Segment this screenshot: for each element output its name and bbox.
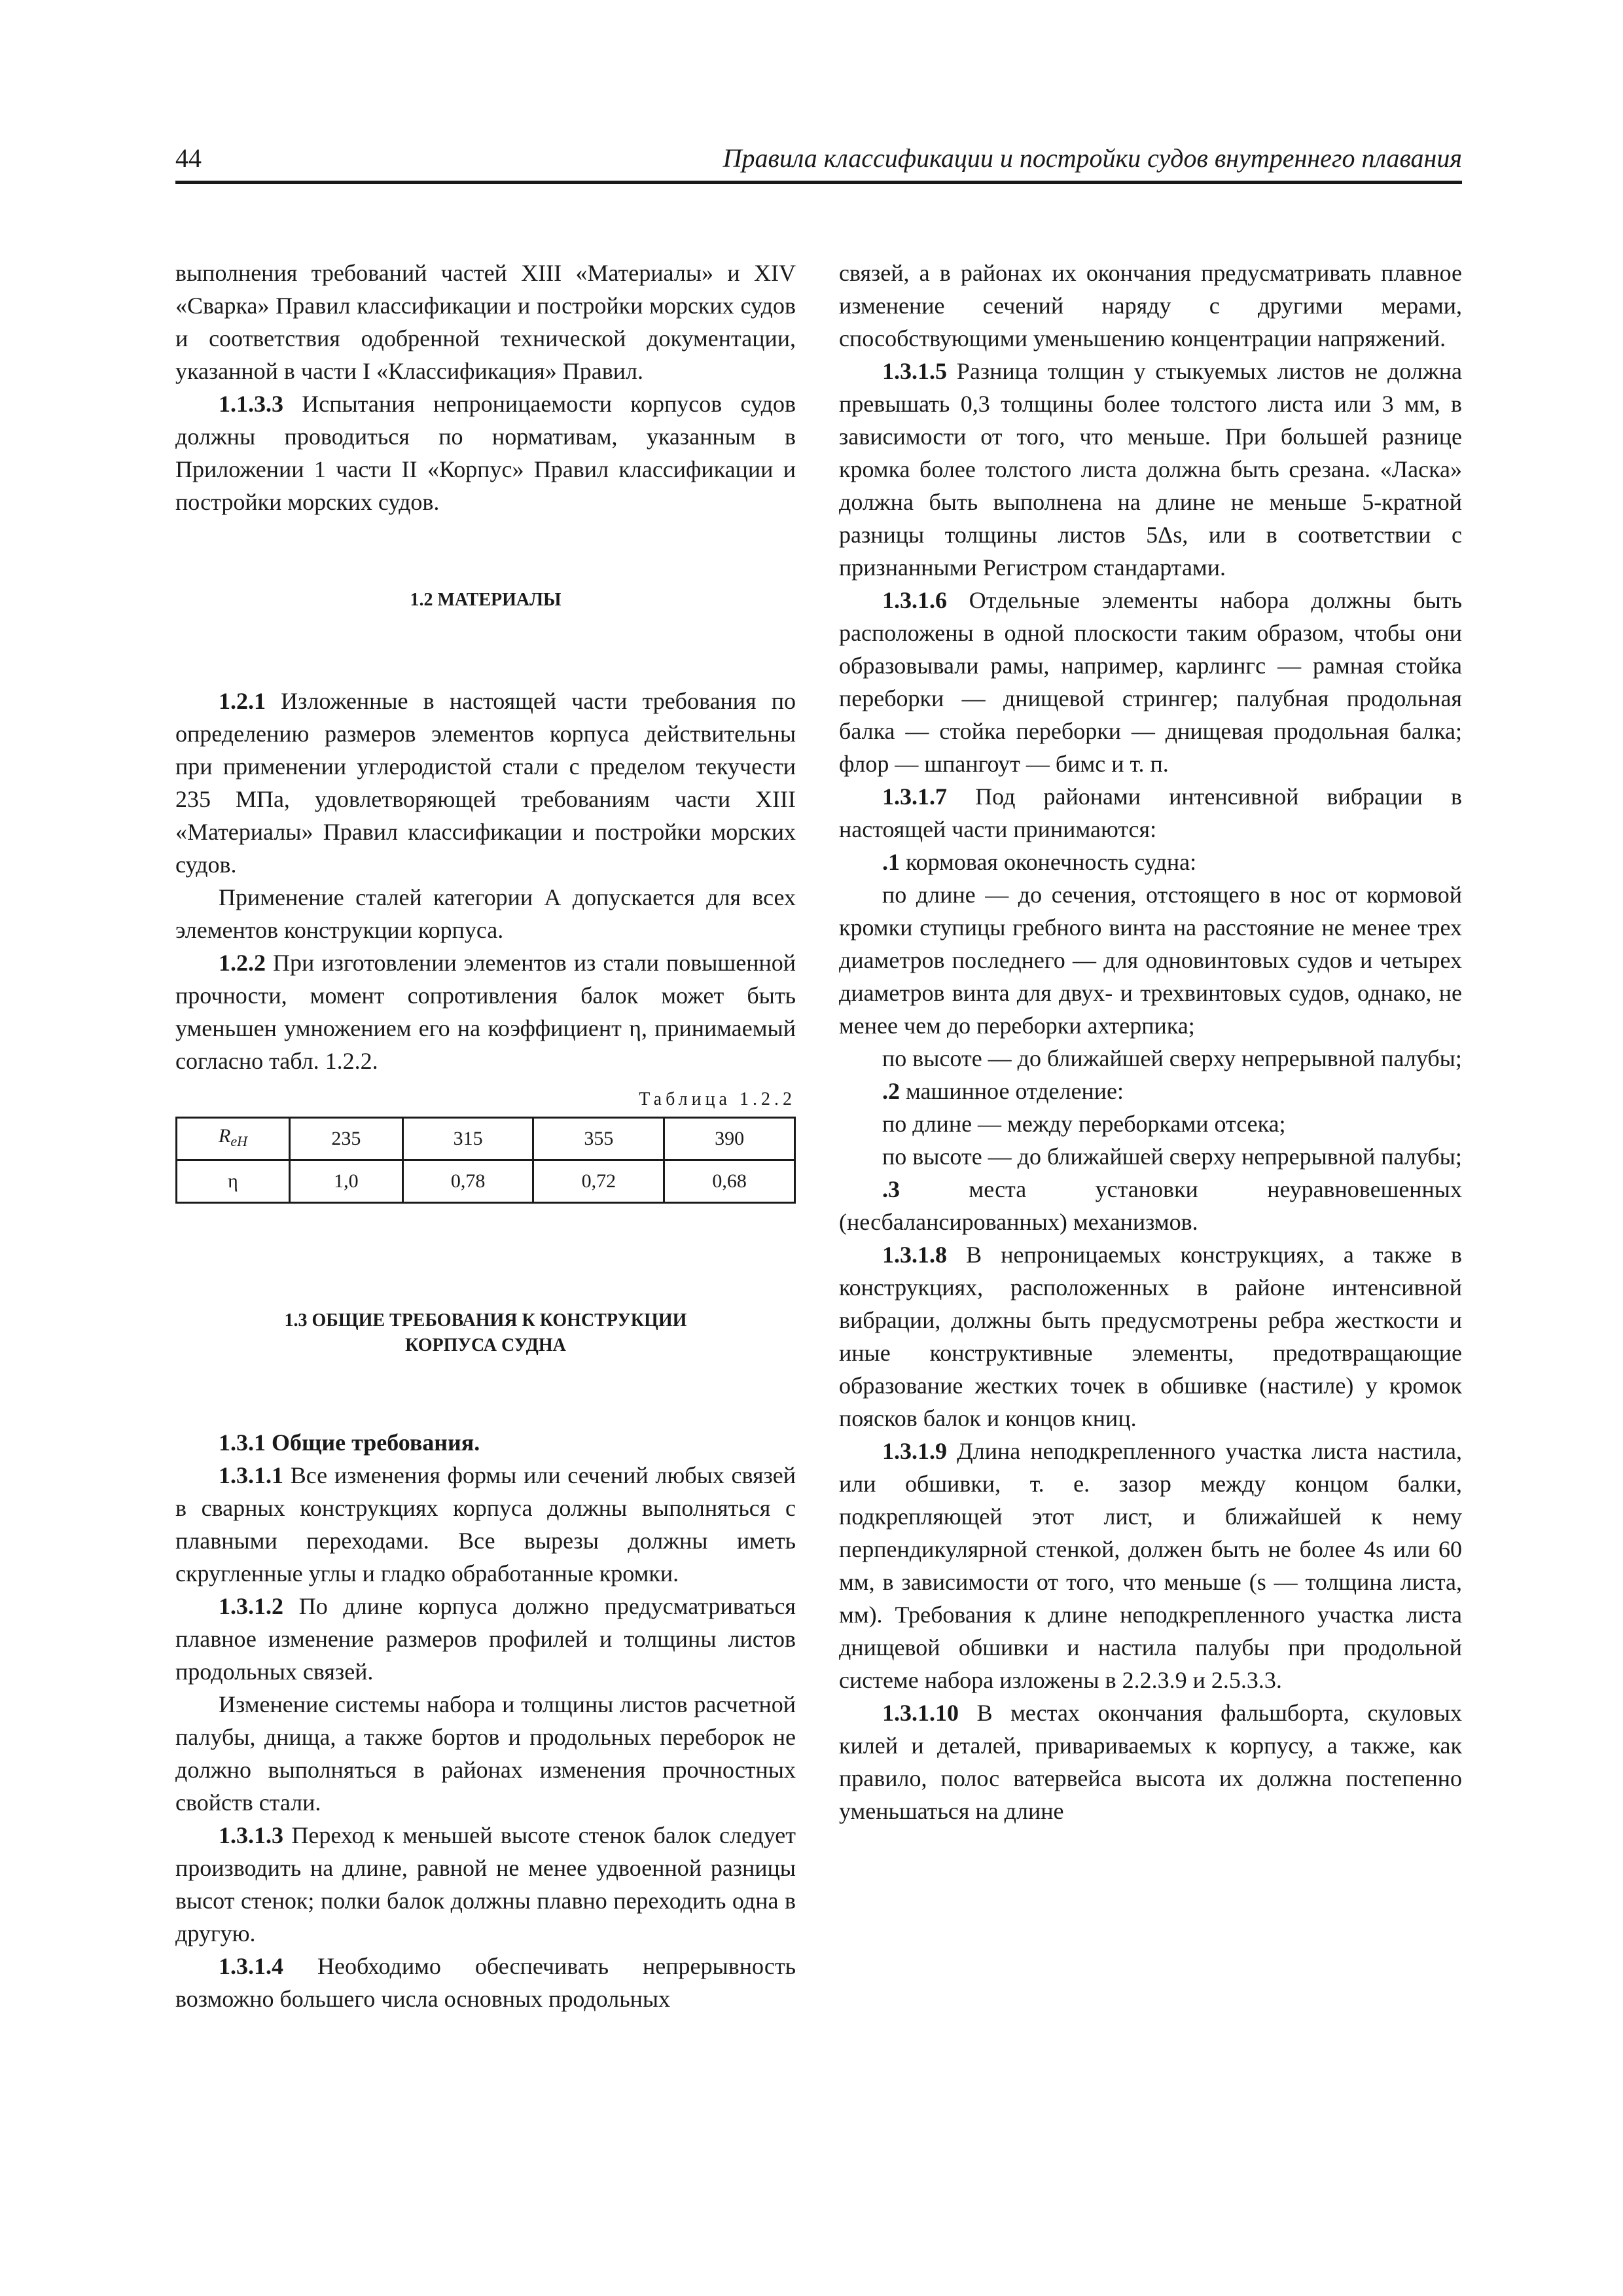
clause-number: 1.2.2	[219, 950, 266, 976]
item-number: .2	[882, 1078, 900, 1104]
paragraph: по длине — между переборками отсека;	[882, 1111, 1286, 1137]
paragraph: 1.3.1.2 По длине корпуса должно предусматриваться плавное изменение размеров профилей и толщины листов продольных связей.	[175, 1593, 796, 1685]
subsection-title: 1.3.1 Общие требования.	[219, 1429, 480, 1456]
table-caption: Таблица 1.2.2	[639, 1089, 796, 1109]
clause-number: 1.3.1.2	[219, 1593, 283, 1619]
strength-table	[175, 1117, 796, 1204]
clause-number: 1.3.1.5	[882, 358, 947, 384]
section-title-line: 1.3 ОБЩИЕ ТРЕБОВАНИЯ К КОНСТРУКЦИИ	[284, 1310, 687, 1331]
paragraph: 1.3.1.1 Все изменения формы или сечений любых связей в сварных конструкциях корпуса должны выполняться с плавными переходами. Все вырезы должны иметь скругленные углы и гладко обработанные кромки.	[175, 1462, 796, 1587]
paragraph: 1.1.3.3 Испытания непроницаемости корпусов судов должны проводиться по нормативам, указанным в Приложении 1 части II «Корпус» Правил классификации и постройки морских судов.	[175, 391, 796, 515]
clause-number: 1.2.1	[219, 688, 266, 714]
clause-number: 1.3.1.8	[882, 1242, 947, 1268]
paragraph: 1.3.1.7 Под районами интенсивной вибрации в настоящей части принимаются:	[839, 783, 1462, 842]
clause-number: 1.1.3.3	[219, 391, 283, 417]
clause-number: 1.3.1.9	[882, 1438, 947, 1464]
table-row	[177, 1160, 795, 1203]
clause-number: 1.3.1.4	[219, 1953, 283, 1979]
table-cell: 0,78	[402, 1160, 533, 1203]
paragraph: по высоте — до ближайшей сверху непрерывной палубы;	[882, 1143, 1462, 1170]
clause-number: 1.3.1.1	[219, 1462, 283, 1488]
paragraph: 1.2.1 Изложенные в настоящей части требования по определению размеров элементов корпуса действительны при применении углеродистой стали с пределом текучести 235 МПа, удовлетворяющей требованиям части XIII «Материалы» Правил классификации и постройки морских судов.	[175, 688, 796, 878]
paragraph: по длине — до сечения, отстоящего в нос от кормовой кромки ступицы гребного винта на расстояние не менее трех диаметров последнего — для одновинтовых судов и четырех диаметров винта для двух- и трехвинтовых судов, однако, не менее чем до переборки ахтерпика;	[839, 882, 1462, 1039]
paragraph: 1.3.1.9 Длина неподкрепленного участка листа настила, или обшивки, т. е. зазор между концом балки, подкрепляющей этот лист, и ближайшей к нему перпендикулярной стенкой, должен быть не более 4s или 60 мм, в зависимости от того, что меньше (s — толщина листа, мм). Требования к длине неподкрепленного участка листа днищевой обшивки и настила палубы при продольной системе набора изложены в 2.2.3.9 и 2.5.3.3.	[839, 1438, 1462, 1693]
table-cell: 0,68	[664, 1160, 795, 1203]
table-cell: 355	[533, 1118, 664, 1160]
clause-number: 1.3.1.10	[882, 1700, 959, 1726]
clause-number: 1.3.1.6	[882, 587, 947, 613]
list-item: .2 машинное отделение:	[882, 1078, 1124, 1104]
paragraph: Изменение системы набора и толщины листов расчетной палубы, днища, а также бортов и продольных переборок не должно выполняться в районах изменения прочностных свойств стали.	[175, 1691, 796, 1816]
table-header-cell: η	[177, 1160, 290, 1203]
table-row	[177, 1118, 795, 1160]
paragraph: по высоте — до ближайшей сверху непрерывной палубы;	[882, 1045, 1462, 1071]
item-number: .3	[882, 1176, 900, 1202]
paragraph: 1.3.1.6 Отдельные элементы набора должны быть расположены в одной плоскости таким образом, чтобы они образовывали рамы, например, карлингс — рамная стойка переборки — днищевой стрингер; палубная продольная балка — стойка переборки — днищевая продольная балка; флор — шпангоут — бимс и т. п.	[839, 587, 1462, 777]
paragraph: 1.3.1.3 Переход к меньшей высоте стенок балок следует производить на длине, равной не менее удвоенной разницы высот стенок; полки балок должны плавно переходить одна в другую.	[175, 1822, 796, 1946]
item-number: .1	[882, 849, 900, 875]
table-cell: 390	[664, 1118, 795, 1160]
left-column	[175, 257, 796, 2015]
section-title-line: КОРПУСА СУДНА	[405, 1335, 566, 1355]
table-cell: 1,0	[290, 1160, 403, 1203]
table-cell: 0,72	[533, 1160, 664, 1203]
paragraph: выполнения требований частей XIII «Материалы» и XIV «Сварка» Правил классификации и постройки морских судов и соответствия одобренной технической документации, указанной в части I «Классификация» Правил.	[175, 260, 796, 384]
paragraph: 1.3.1.4 Необходимо обеспечивать непрерывность возможно большего числа основных продольных	[175, 1953, 796, 2012]
clause-number: 1.3.1.3	[219, 1822, 283, 1848]
paragraph: 1.2.2 При изготовлении элементов из стали повышенной прочности, момент сопротивления балок может быть уменьшен умножением его на коэффициент η, принимаемый согласно табл. 1.2.2.	[175, 950, 796, 1074]
page-header	[175, 143, 1462, 184]
table-cell: 235	[290, 1118, 403, 1160]
paragraph: 1.3.1.10 В местах окончания фальшборта, скуловых килей и деталей, привариваемых к корпусу, а также, как правило, полос ватервейса высота их должна постепенно уменьшаться на длине	[839, 1700, 1462, 1824]
page-number: 44	[175, 143, 202, 173]
paragraph: Применение сталей категории А допускается для всех элементов конструкции корпуса.	[175, 884, 796, 943]
table-header-cell: $R_{eH}$	[177, 1118, 290, 1160]
running-title: Правила классификации и постройки судов внутреннего плавания	[722, 143, 1462, 173]
right-column	[839, 257, 1462, 1827]
paragraph: 1.3.1.5 Разница толщин у стыкуемых листов не должна превышать 0,3 толщины более толстого листа или 3 мм, в зависимости от того, что меньше. При большей разнице кромка более толстого листа должна быть срезана. «Ласка» должна быть выполнена на длине не меньше 5-кратной разницы толщины листов 5Δs, или в соответствии с признанными Регистром стандартами.	[839, 358, 1462, 581]
clause-number: 1.3.1.7	[882, 783, 947, 810]
section-title: 1.2 МАТЕРИАЛЫ	[410, 590, 562, 610]
list-item: .3 места установки неуравновешенных (несбалансированных) механизмов.	[839, 1176, 1462, 1235]
table-cell: 315	[402, 1118, 533, 1160]
list-item: .1 кормовая оконечность судна:	[882, 849, 1197, 875]
paragraph: 1.3.1.8 В непроницаемых конструкциях, а также в конструкциях, расположенных в районе интенсивной вибрации, должны быть предусмотрены ребра жесткости и иные конструктивные элементы, предотвращающие образование жестких точек в обшивке (настиле) у кромок поясков балок и концов книц.	[839, 1242, 1462, 1431]
paragraph: связей, а в районах их окончания предусматривать плавное изменение сечений наряду с другими мерами, способствующими уменьшению концентрации напряжений.	[839, 260, 1462, 351]
